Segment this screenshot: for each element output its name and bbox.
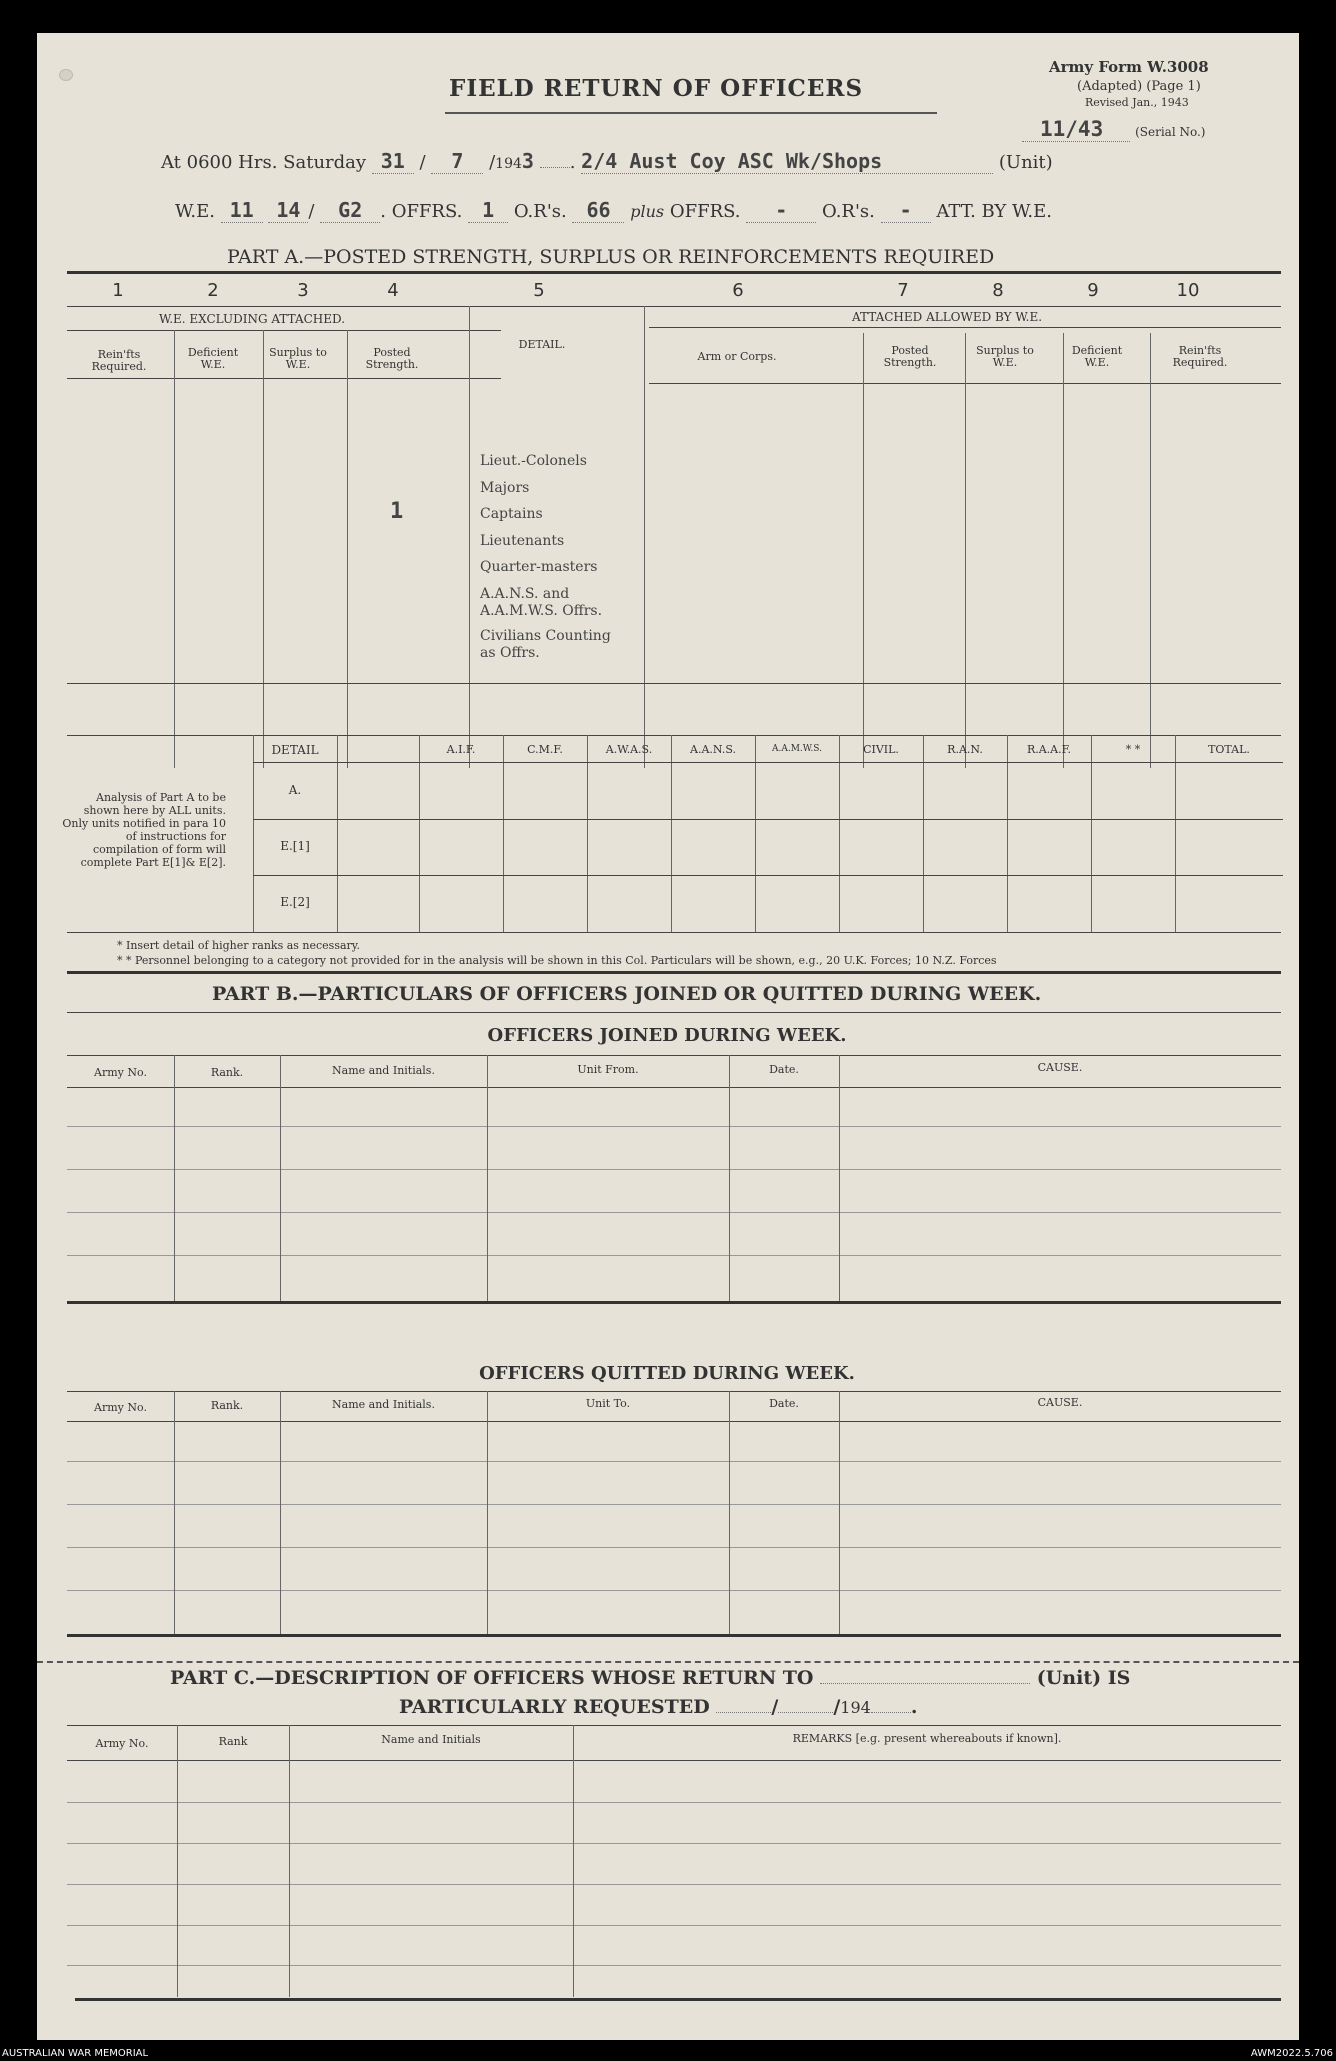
- quitted-header-rank: Rank.: [210, 1399, 244, 1412]
- analysis-header-civil: CIVIL.: [863, 743, 899, 756]
- rule: [253, 762, 1283, 763]
- part-c-title-end: (Unit) IS: [1036, 1667, 1131, 1689]
- col-header-surplus: Surplus to W.E.: [269, 346, 327, 371]
- part-c-date-year: 194: [840, 1698, 871, 1717]
- rule: [487, 1055, 488, 1301]
- rank-list: [480, 448, 650, 662]
- rule: [839, 1391, 840, 1637]
- rank-lieut-colonels: Lieut.-Colonels: [480, 453, 587, 469]
- plus-label: plus: [630, 202, 665, 221]
- rule: [174, 1055, 175, 1301]
- serial-number-label: (Serial No.): [1135, 125, 1206, 139]
- col-number: 4: [387, 280, 399, 301]
- title-underline: [445, 112, 937, 114]
- offrs2-value[interactable]: -: [746, 198, 816, 223]
- part-c-header-rank: Rank: [218, 1735, 248, 1748]
- rule: [67, 1965, 1281, 1966]
- col-header-deficient-att: Deficient W.E.: [1071, 344, 1123, 369]
- ors-value[interactable]: 66: [572, 198, 624, 223]
- quitted-header-army-no: Army No.: [94, 1401, 147, 1414]
- rule: [280, 1391, 281, 1637]
- rule: [347, 330, 348, 768]
- col-header-posted-att: Posted Strength.: [883, 344, 937, 369]
- rule: [67, 1843, 1281, 1844]
- group-right-header: ATTACHED ALLOWED BY W.E.: [851, 310, 1043, 324]
- rule: [67, 306, 1281, 307]
- col-header-reinforcements: Rein'fts Required.: [91, 348, 147, 373]
- part-c-title: PART C.—DESCRIPTION OF OFFICERS WHOSE RETURN TO: [170, 1667, 814, 1689]
- we-value-2[interactable]: 14: [268, 198, 308, 223]
- joined-header-cause: CAUSE.: [1037, 1061, 1083, 1074]
- part-c-header-army-no: Army No.: [95, 1737, 149, 1750]
- col-number: 1: [112, 280, 124, 301]
- rule: [487, 1391, 488, 1637]
- att-label: ATT. BY W.E.: [936, 201, 1052, 222]
- footer-accession: AWM2022.5.706: [1250, 2048, 1333, 2059]
- part-c-title-line-1: [170, 1667, 1130, 1689]
- rule: [75, 1998, 1281, 2001]
- rank-quarter-masters: Quarter-masters: [480, 559, 598, 575]
- rule: [253, 875, 1283, 876]
- rule: [965, 333, 966, 768]
- serial-number-field[interactable]: [1022, 117, 1206, 139]
- joined-table: [67, 1055, 1281, 1301]
- archive-footer: [0, 2047, 1336, 2061]
- col-header-reinforcements-att: Rein'fts Required.: [1172, 344, 1228, 369]
- rule: [839, 1055, 840, 1301]
- col-number: 3: [297, 280, 309, 301]
- analysis-note: Analysis of Part A to be shown here by ALL units. Only units notified in para 10 of instructions for compilation of form will complete Part E[1]& E[2].: [62, 791, 226, 869]
- group-left-header: W.E. EXCLUDING ATTACHED.: [158, 312, 346, 326]
- part-c-title-line-2: PARTICULARLY REQUESTED / /194 .: [399, 1696, 918, 1718]
- date-unit-line: At 0600 Hrs. Saturday 31 / 7 /1943 . 2/4 Aust Coy ASC Wk/Shops (Unit): [161, 149, 1053, 173]
- we-label: W.E.: [175, 201, 215, 222]
- rule: [67, 1391, 1281, 1392]
- ors2-value[interactable]: -: [881, 198, 931, 223]
- rule: [67, 1634, 1281, 1637]
- quitted-header-cause: CAUSE.: [1037, 1396, 1083, 1409]
- rule: [67, 1884, 1281, 1885]
- date-month[interactable]: 7: [431, 149, 483, 174]
- rule: [1150, 333, 1151, 768]
- joined-header-date: Date.: [769, 1063, 799, 1076]
- rule: [67, 1012, 1281, 1013]
- quitted-title: OFFICERS QUITTED DURING WEEK.: [479, 1363, 855, 1384]
- part-b-title: PART B.—PARTICULARS OF OFFICERS JOINED OR QUITTED DURING WEEK.: [212, 983, 1042, 1005]
- joined-header-army-no: Army No.: [94, 1066, 147, 1079]
- offrs-label: OFFRS.: [391, 201, 463, 222]
- serial-number-value: 11/43: [1022, 117, 1130, 142]
- unit-field[interactable]: 2/4 Aust Coy ASC Wk/Shops: [581, 149, 993, 174]
- analysis-header-aamws: A.A.M.W.S.: [771, 744, 823, 754]
- rule: [67, 330, 501, 331]
- joined-header-rank: Rank.: [210, 1066, 244, 1079]
- rule: [67, 1087, 1281, 1088]
- ors2-label: O.R's.: [822, 201, 875, 222]
- footer-source: AUSTRALIAN WAR MEMORIAL: [2, 2048, 149, 2059]
- joined-header-name: Name and Initials.: [332, 1064, 435, 1077]
- rule: [177, 1725, 178, 1997]
- part-c-header-remarks: REMARKS [e.g. present whereabouts if known].: [792, 1732, 1062, 1745]
- rule: [67, 1301, 1281, 1304]
- footnote-higher-ranks: * Insert detail of higher ranks as necessary.: [117, 939, 361, 952]
- at-label: At 0600 Hrs. Saturday: [161, 152, 367, 173]
- rule: [1091, 735, 1092, 932]
- date-day[interactable]: 31: [372, 149, 414, 174]
- quitted-header-date: Date.: [769, 1397, 799, 1410]
- part-c-header-name: Name and Initials: [381, 1733, 481, 1746]
- form-adapted: (Adapted) (Page 1): [1077, 79, 1201, 94]
- rule: [469, 306, 470, 768]
- analysis-row-e1: E.[1]: [280, 839, 310, 853]
- col-header-surplus-att: Surplus to W.E.: [976, 344, 1034, 369]
- analysis-row-a: A.: [288, 783, 302, 797]
- analysis-header-ran: R.A.N.: [947, 743, 983, 756]
- analysis-row-e2: E.[2]: [280, 895, 310, 909]
- rule: [337, 735, 338, 932]
- rank-lieutenants: Lieutenants: [480, 532, 565, 549]
- rule: [67, 1055, 1281, 1056]
- col-header-arm-corps: Arm or Corps.: [697, 350, 777, 363]
- rule: [67, 1925, 1281, 1926]
- offrs-value[interactable]: 1: [468, 198, 508, 223]
- analysis-header-detail: DETAIL: [271, 743, 319, 757]
- rule: [280, 1055, 281, 1301]
- date-year-digit[interactable]: 3: [521, 149, 534, 173]
- col-number: 7: [897, 280, 909, 301]
- rule: [253, 819, 1283, 820]
- analysis-header-total: TOTAL.: [1208, 743, 1250, 756]
- rule: [67, 1421, 1281, 1422]
- rule: [649, 327, 1281, 328]
- rule: [503, 735, 504, 932]
- col-number: 8: [992, 280, 1004, 301]
- rule: [755, 735, 756, 932]
- we-line: W.E. 11 14 / G2 . OFFRS. 1 O.R's. 66 plus OFFRS. - O.R's. - ATT. BY W.E.: [175, 198, 1052, 222]
- analysis-header-cmf: C.M.F.: [527, 743, 563, 756]
- form-sheet: [37, 33, 1299, 2040]
- rule: [174, 330, 175, 768]
- ors-label: O.R's.: [513, 201, 567, 222]
- col-header-deficient: Deficient W.E.: [187, 346, 239, 371]
- part-c-unit-field[interactable]: [820, 1683, 1030, 1684]
- rule: [263, 330, 264, 768]
- analysis-grid: [253, 735, 1283, 932]
- analysis-header-aif: A.I.F.: [446, 743, 476, 756]
- col-number: 6: [732, 280, 744, 301]
- rule: [67, 378, 501, 379]
- rule: [573, 1725, 574, 1997]
- col-header-detail: DETAIL.: [518, 338, 566, 351]
- form-number: Army Form W.3008: [1049, 58, 1209, 76]
- quitted-header-unit-to: Unit To.: [585, 1397, 631, 1410]
- rule: [923, 735, 924, 932]
- part-c-date-day[interactable]: [716, 1712, 771, 1713]
- analysis-header-raaf: R.A.A.F.: [1026, 743, 1072, 756]
- quitted-header-name: Name and Initials.: [332, 1398, 435, 1411]
- rule: [419, 735, 420, 932]
- part-c-date-month[interactable]: [778, 1712, 833, 1713]
- col-number: 9: [1087, 280, 1099, 301]
- rule: [729, 1055, 730, 1301]
- we-value-3[interactable]: G2: [320, 198, 380, 223]
- col-number: 2: [207, 280, 219, 301]
- part-c-table: [67, 1725, 1281, 1997]
- analysis-header-other: * *: [1125, 743, 1141, 756]
- col-header-posted: Posted Strength.: [365, 346, 419, 371]
- rule: [1063, 333, 1064, 768]
- analysis-header-aans: A.A.N.S.: [690, 743, 736, 756]
- part-c-requested: PARTICULARLY REQUESTED: [399, 1696, 710, 1718]
- footnote-other-category: * * Personnel belonging to a category not provided for in the analysis will be shown in this Col. Particulars will be shown, e.g., 20 U.K. Forces; 10 N.Z. Forces: [117, 954, 997, 967]
- part-c-year-digit[interactable]: [871, 1712, 911, 1713]
- offrs2-label: OFFRS.: [669, 201, 741, 222]
- rule: [67, 683, 1281, 684]
- col-number: 10: [1176, 280, 1200, 301]
- joined-header-unit-from: Unit From.: [577, 1063, 639, 1076]
- rank-aans-aamws: A.A.N.S. and A.A.M.W.S. Offrs.: [480, 585, 603, 619]
- rank-civilians: Civilians Counting as Offrs.: [480, 627, 611, 661]
- part-a-title: PART A.—POSTED STRENGTH, SURPLUS OR REINFORCEMENTS REQUIRED: [227, 246, 995, 268]
- joined-title: OFFICERS JOINED DURING WEEK.: [487, 1025, 847, 1046]
- rule: [67, 1126, 1281, 1127]
- unit-label: (Unit): [998, 152, 1053, 173]
- rule: [67, 1590, 1281, 1591]
- date-year-prefix: 194: [495, 156, 522, 172]
- rule: [729, 1391, 730, 1637]
- captains-posted-strength[interactable]: 1: [390, 499, 404, 524]
- part-b-rule: [67, 971, 1281, 974]
- rule: [67, 932, 1281, 933]
- rule: [67, 1760, 1281, 1761]
- analysis-header-awas: A.W.A.S.: [605, 743, 653, 756]
- rule: [67, 1255, 1281, 1256]
- rank-captains: Captains: [480, 506, 543, 522]
- rule: [289, 1725, 290, 1997]
- rule: [1175, 735, 1176, 932]
- punch-hole-mark: [59, 69, 73, 81]
- rule: [671, 735, 672, 932]
- rule: [67, 1547, 1281, 1548]
- rule: [587, 735, 588, 932]
- rule: [67, 1169, 1281, 1170]
- rule: [67, 1725, 1281, 1726]
- form-revised: Revised Jan., 1943: [1085, 96, 1189, 109]
- rank-majors: Majors: [480, 479, 530, 496]
- rule: [67, 1461, 1281, 1462]
- quitted-table: [67, 1391, 1281, 1637]
- perforation-line: [37, 1661, 1299, 1663]
- page-title: FIELD RETURN OF OFFICERS: [449, 75, 864, 102]
- rule: [67, 1504, 1281, 1505]
- rule: [1007, 735, 1008, 932]
- we-value-1[interactable]: 11: [221, 198, 263, 223]
- rule: [174, 1391, 175, 1637]
- rule: [67, 1212, 1281, 1213]
- part-a-rule: [67, 271, 1281, 274]
- rule: [67, 1802, 1281, 1803]
- rule: [863, 333, 864, 768]
- col-number: 5: [533, 280, 545, 301]
- rule: [839, 735, 840, 932]
